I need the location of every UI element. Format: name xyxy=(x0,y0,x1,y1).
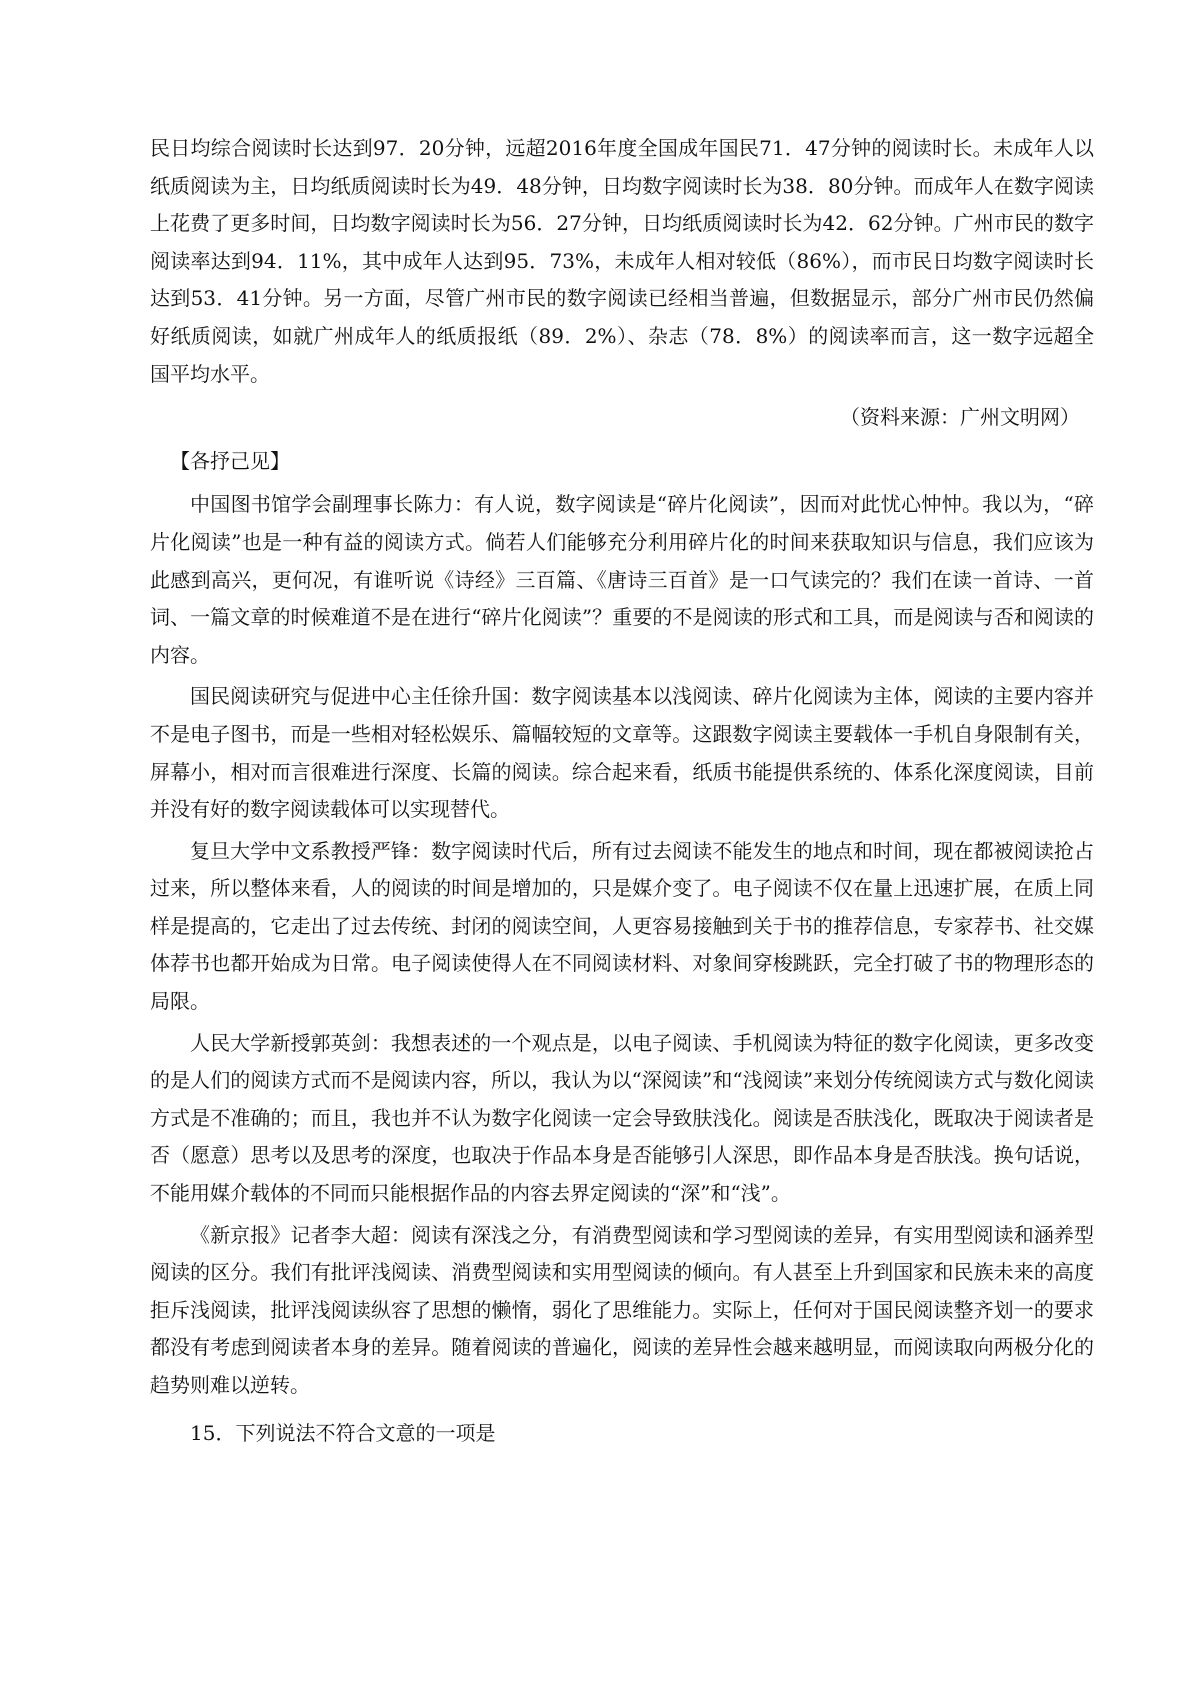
opinion-paragraph-li-dachao: 《新京报》记者李大超：阅读有深浅之分，有消费型阅读和学习型阅读的差异，有实用型阅读和涵养型阅读的区分。我们有批评浅阅读、消费型阅读和实用型阅读的倾向。有人甚至上升到国家和民族未来的高度拒斥浅阅读，批评浅阅读纵容了思想的懒惰，弱化了思维能力。实际上，任何对于国民阅读整齐划一的要求都没有考虑到阅读者本身的差异。随着阅读的普遍化，阅读的差异性会越来越明显，而阅读取向两极分化的趋势则难以逆转。 xyxy=(150,1222,1094,1397)
section-heading: 【各抒己见】 xyxy=(170,448,290,473)
opinion-paragraph-guo-yingjian: 人民大学新授郭英剑：我想表述的一个观点是，以电子阅读、手机阅读为特征的数字化阅读，更多改变的是人们的阅读方式而不是阅读内容，所以，我认为以“深阅读”和“浅阅读”来划分传统阅读方式与数化阅读方式是不准确的；而且，我也并不认为数字化阅读一定会导致肤浅化。阅读是否肤浅化，既取决于阅读者是否（愿意）思考以及思考的深度，也取决于作品本身是否能够引人深思，即作品本身是否肤浅。换句话说，不能用媒介载体的不同而只能根据作品的内容去界定阅读的“深”和“浅”。 xyxy=(150,1030,1094,1206)
question-15: 15．下列说法不符合文意的一项是 xyxy=(190,1420,496,1445)
intro-paragraph: 民日均综合阅读时长达到97．20分钟，远超2016年度全国成年国民71．47分钟的阅读时长。未成年人以纸质阅读为主，日均纸质阅读时长为49．48分钟，日均数字阅读时长为38．80分钟。而成年人在数字阅读上花费了更多时间，日均数字阅读时长为56．27分钟，日均纸质阅读时长为42．62分钟。广州市民的数字阅读率达到94．11%，其中成年人达到95．73%，未成年人相对较低（86%），而市民日均数字阅读时长达到53．41分钟。另一方面，尽管广州市民的数字阅读已经相当普遍，但数据显示，部分广州市民仍然偏好纸质阅读，如就广州成年人的纸质报纸（89．2%）、杂志（78．8%）的阅读率而言，这一数字远超全国平均水平。 xyxy=(150,136,1094,386)
source-note: （资料来源：广州文明网） xyxy=(840,405,1080,430)
opinion-paragraph-xu-shengguo: 国民阅读研究与促进中心主任徐升国：数字阅读基本以浅阅读、碎片化阅读为主体，阅读的主要内容并不是电子图书，而是一些相对轻松娱乐、篇幅较短的文章等。这跟数字阅读主要载体一手机自身限制有关，屏幕小，相对而言很难进行深度、长篇的阅读。综合起来看，纸质书能提供系统的、体系化深度阅读，目前并没有好的数字阅读载体可以实现替代。 xyxy=(150,684,1094,822)
document-body xyxy=(150,130,1094,1456)
opinion-paragraph-yan-feng: 复旦大学中文系教授严锋：数字阅读时代后，所有过去阅读不能发生的地点和时间，现在都被阅读抢占过来，所以整体来看，人的阅读的时间是增加的，只是媒介变了。电子阅读不仅在量上迅速扩展，在质上同样是提高的，它走出了过去传统、封闭的阅读空间，人更容易接触到关于书的推荐信息，专家荐书、社交媒体荐书也都开始成为日常。电子阅读使得人在不同阅读材料、对象间穿梭跳跃，完全打破了书的物理形态的局限。 xyxy=(150,838,1094,1014)
opinion-paragraph-chen-li: 中国图书馆学会副理事长陈力：有人说，数字阅读是“碎片化阅读”，因而对此忧心忡忡。我以为，“碎片化阅读”也是一种有益的阅读方式。倘若人们能够充分利用碎片化的时间来获取知识与信息，我们应该为此感到高兴，更何况，有谁听说《诗经》三百篇、《唐诗三百首》是一口气读完的？我们在读一首诗、一首词、一篇文章的时候难道不是在进行“碎片化阅读”？重要的不是阅读的形式和工具，而是阅读与否和阅读的内容。 xyxy=(150,492,1094,667)
